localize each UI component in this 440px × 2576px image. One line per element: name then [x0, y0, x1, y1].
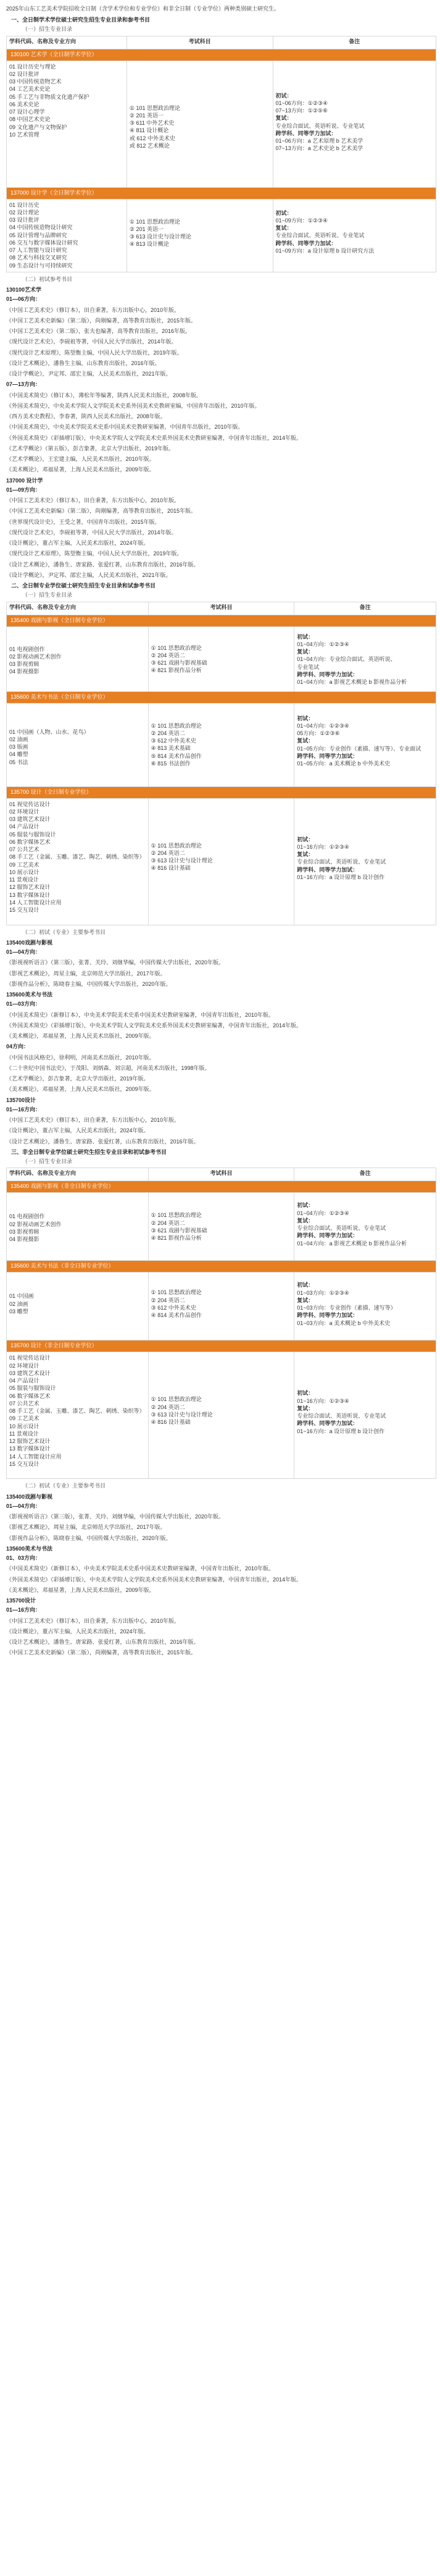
exam-item: ② 204 英语二	[151, 1219, 185, 1226]
note-item: 01~05方向：专业创作（素描、速写等）、专业面试	[297, 745, 421, 752]
direction-item: 05 书法	[9, 759, 28, 765]
category-title: 135400 戏剧与影视（非全日制专业学位）	[7, 1181, 436, 1193]
table-row	[7, 61, 436, 187]
header-notes: 备注	[294, 602, 436, 615]
note-item: 专业笔试	[297, 663, 320, 670]
note-item: 初试：	[297, 633, 314, 640]
direction-item: 08 艺术与科技交叉研究	[9, 255, 67, 261]
table-row	[7, 199, 436, 272]
directions-cell	[7, 1193, 149, 1261]
note-item: 01~04方向：①②③④	[297, 641, 349, 647]
catalog-table-3	[6, 1168, 436, 1479]
note-item: 01~16方向：①②③④	[297, 843, 349, 850]
exam-item: ③ 613 设计史与设计理论	[151, 1411, 213, 1418]
direction-heading: 01—06方向：	[6, 296, 41, 303]
header-notes: 备注	[273, 36, 436, 49]
book-entry: 《影视视听语言》（第三版），张菁、关玲、刘继华编，中国传媒大学出版社，2020年版。	[6, 959, 225, 966]
book-entry: 《中国工艺美术史新编》（第二版），尚刚编著，高等教育出版社，2015年版。	[6, 1649, 197, 1656]
section-3-title: 三、非全日制专业学位硕士研究生招生专业目录和初试参考书目	[11, 1148, 167, 1155]
major-heading: 135700设计	[6, 1096, 36, 1103]
note-item: 跨学科、同等学力加试：	[275, 240, 337, 246]
table-header-row	[7, 1168, 436, 1181]
direction-heading: 04方向：	[6, 1043, 30, 1050]
direction-item: 09 文化遗产与文物保护	[9, 124, 67, 130]
category-row	[7, 691, 436, 703]
category-row	[7, 1341, 436, 1352]
table-row	[7, 798, 436, 925]
exam-cell	[148, 626, 294, 691]
book-entry: 《中国美术简史》（修订本），薄松年等编著，陕西人民美术出版社，2008年版。	[6, 392, 202, 398]
note-item: 复试：	[297, 1297, 314, 1303]
note-item: 01~04方向：a 影视艺术概论 b 影视作品分析	[297, 1240, 407, 1247]
category-title: 130100 艺术学（全日制学术学位）	[7, 49, 436, 61]
note-item: 初试：	[297, 715, 314, 722]
exam-cell	[148, 1273, 294, 1341]
notes-cell	[294, 703, 436, 786]
direction-item: 14 人工智能设计应用	[9, 1453, 62, 1460]
exam-item: ④ 813 美术基础	[151, 745, 191, 752]
book-entry: 《艺术学概论》，王宏建主编，人民美术出版社，2010年版。	[6, 456, 155, 463]
category-row	[7, 1261, 436, 1273]
direction-item: 04 影视摄影	[9, 668, 39, 675]
directions-cell	[7, 798, 149, 925]
book-entry: 《中国工艺美术史》（修订本），田自秉著，东方出版中心，2010年版。	[6, 1617, 180, 1624]
category-title: 135700 设计（非全日制专业学位）	[7, 1341, 436, 1352]
note-item: 专业综合面试、英语听说、专业笔试	[297, 1413, 386, 1420]
directions-cell	[7, 199, 127, 272]
direction-item: 04 中国传统造物设计研究	[9, 224, 73, 231]
exam-item: ⑤ 814 美术作品创作	[151, 752, 202, 759]
major-heading: 135400戏剧与影视	[6, 939, 53, 946]
direction-item: 01 视觉传达设计	[9, 801, 51, 807]
note-item: 05方向：①②③⑥	[297, 730, 340, 737]
direction-item: 03 影视剪辑	[9, 1228, 39, 1235]
note-item: 专业综合面试、英语听说、专业笔试	[297, 859, 386, 865]
note-item: 初试：	[275, 209, 293, 216]
exam-item: ④ 816 设计基础	[151, 865, 191, 872]
direction-heading: 01—03方向：	[6, 1001, 41, 1008]
header-exam: 考试科目	[148, 1168, 294, 1181]
note-item: 跨学科、同等学力加试：	[297, 752, 359, 759]
note-item: 复试：	[297, 649, 314, 655]
book-entry: 《中国工艺美术史新编》（第二版），尚刚编著，高等教育出版社，2015年版。	[6, 317, 197, 324]
book-entry: 《美术概论》，邓福星著，上海人民美术出版社，2009年版。	[6, 1033, 155, 1040]
exam-item: ③ 621 戏剧与影视基础	[151, 1227, 207, 1234]
direction-item: 07 设计心理学	[9, 109, 45, 116]
note-item: 跨学科、同等学力加试：	[275, 130, 337, 137]
book-entry: 《影视艺术概论》，周星主编，北京师范大学出版社，2017年版。	[6, 970, 166, 977]
direction-item: 02 设计批评	[9, 70, 39, 77]
header-major: 学科代码、名称及专业方向	[7, 1168, 149, 1181]
category-title: 135700 设计（全日制专业学位）	[7, 786, 436, 798]
note-item: 01~06方向：a 艺术原理 b 艺术美学	[275, 138, 363, 145]
direction-item: 08 手工艺（金属、玉雕、漆艺、陶艺、刺绣、染织等）	[9, 1408, 145, 1415]
major-heading: 135700设计	[6, 1597, 36, 1604]
note-item: 复试：	[297, 738, 314, 744]
direction-item: 15 交互设计	[9, 907, 39, 914]
direction-item: 02 设计理论	[9, 209, 39, 216]
notes-cell	[294, 798, 436, 925]
exam-item: ① 101 思想政治理论	[129, 218, 180, 225]
direction-item: 01 设计历史	[9, 201, 39, 208]
book-entry: 《中国工艺美术史》（第二版），张夫也编著，高等教育出版社，2016年版。	[6, 328, 191, 335]
direction-item: 04 产品设计	[9, 1378, 39, 1384]
exam-cell	[148, 703, 294, 786]
catalog-table-2	[6, 602, 436, 925]
intro-paragraph: 2025年山东工艺美术学院招收全日制（含学术学位和专业学位）和非全日制（专业学位）两种类别硕士研究生。	[6, 6, 280, 12]
note-item: 初试：	[297, 1282, 314, 1289]
exam-item: ① 101 思想政治理论	[151, 1396, 202, 1403]
notes-cell	[294, 1273, 436, 1341]
note-item: 复试：	[275, 225, 293, 232]
major-heading: 137000 设计学	[6, 477, 43, 484]
direction-item: 10 展示设计	[9, 869, 39, 875]
book-entry: 《设计学概论》，尹定邦、邵宏主编，人民美术出版社，2021年版。	[6, 371, 172, 377]
book-entry: 《现代设计艺术史》，李砚祖等著，中国人民大学出版社，2014年版。	[6, 339, 177, 345]
note-item: 跨学科、同等学力加试：	[297, 1312, 359, 1319]
exam-item: ④ 821 影视作品分析	[151, 1235, 202, 1242]
direction-item: 07 公共艺术	[9, 1400, 39, 1407]
direction-item: 06 美术史论	[9, 101, 39, 107]
exam-item: ③ 613 设计史与设计理论	[151, 857, 213, 864]
direction-item: 12 服饰艺术设计	[9, 1438, 51, 1445]
note-item: 01~03方向：①②③④	[297, 1289, 349, 1296]
exam-item: ② 201 英语一	[129, 225, 164, 232]
direction-item: 04 影视摄影	[9, 1236, 39, 1243]
section-1-title: 一、全日制学术学位硕士研究生招生专业目录和参考书目	[11, 17, 151, 23]
direction-item: 06 数字媒体艺术	[9, 838, 51, 845]
category-title: 135600 美术与书法（非全日制专业学位）	[7, 1261, 436, 1273]
book-entry: 《美术概论》，邓福星著，上海人民美术出版社，2009年版。	[6, 466, 155, 473]
note-item: 复试：	[297, 1217, 314, 1224]
table-row	[7, 1273, 436, 1341]
direction-item: 05 设计管理与品牌研究	[9, 232, 67, 238]
category-title: 135400 戏剧与影视（全日制专业学位）	[7, 615, 436, 626]
exam-item: ④ 813 设计概论	[129, 241, 169, 248]
note-item: 专业综合面试、英语听说、专业笔试	[275, 232, 365, 239]
section-1-books-label: （二）初试参考书目	[22, 276, 73, 282]
exam-item: ② 204 英语二	[151, 1404, 185, 1410]
exam-cell	[148, 798, 294, 925]
header-exam: 考试科目	[148, 602, 294, 615]
note-item: 01~03方向：专业创作（素描、速写等）	[297, 1305, 396, 1311]
direction-item: 02 环境设计	[9, 1362, 39, 1369]
direction-heading: 01—04方向：	[6, 949, 41, 956]
book-entry: 《艺术学概论》（第五版），彭吉象著，北京大学出版社，2019年版。	[6, 445, 175, 452]
book-entry: 《二十世纪中国书法史》，于茂阳、刘炳森、刘宗超，河南美术出版社，1998年版。	[6, 1064, 210, 1071]
note-item: 01~06方向：①②③④	[275, 99, 328, 106]
exam-cell	[148, 1193, 294, 1261]
exam-item: ② 204 英语二	[151, 730, 185, 736]
header-notes: 备注	[294, 1168, 436, 1181]
exam-item: ② 204 英语二	[151, 652, 185, 659]
direction-item: 05 服装与服饰设计	[9, 1385, 56, 1392]
direction-item: 02 油画	[9, 1300, 28, 1307]
book-entry: 《设计艺术概论》，潘鲁生、唐家路、张爱红著，山东教育出版社，2016年版。	[6, 1639, 199, 1646]
direction-item: 07 公共艺术	[9, 846, 39, 853]
book-entry: 《中国工艺美术史》（修订本），田自秉著，东方出版中心，2010年版。	[6, 1117, 180, 1124]
direction-item: 10 展示设计	[9, 1423, 39, 1429]
direction-item: 03 建筑艺术设计	[9, 816, 51, 823]
section-1-catalog-label: （一）招生专业目录	[22, 26, 73, 33]
note-item: 01~16方向：①②③④	[297, 1397, 349, 1404]
exam-item: ③ 611 中外艺术史	[129, 120, 175, 127]
category-row	[7, 615, 436, 626]
direction-item: 11 景观设计	[9, 877, 39, 883]
direction-item: 10 艺术管理	[9, 131, 39, 138]
book-entry: 《中国美术简史》（新修订本），中央美术学院美术史系中国美术史教研室编著，中国青年出版社，2010年版。	[6, 1011, 275, 1018]
book-entry: 《设计概论》，董占军主编，人民美术出版社，2024年版。	[6, 540, 149, 547]
table-header-row	[7, 36, 436, 49]
book-entry: 《现代设计艺术原理》，陈望衡主编，中国人民大学出版社，2019年版。	[6, 349, 183, 356]
notes-cell	[294, 1352, 436, 1479]
direction-item: 08 手工艺（金属、玉雕、漆艺、陶艺、刺绣、染织等）	[9, 854, 145, 861]
note-item: 复试：	[297, 1405, 314, 1412]
direction-item: 01 电视剧创作	[9, 1213, 45, 1220]
direction-item: 09 工艺美术	[9, 861, 39, 868]
direction-item: 04 雕塑	[9, 751, 28, 758]
book-entry: 《设计艺术概论》，潘鲁生主编，山东教育出版社，2016年版。	[6, 360, 160, 366]
direction-item: 13 数字媒体设计	[9, 1446, 51, 1452]
note-item: 01~09方向：①②③④	[275, 217, 328, 224]
category-row	[7, 49, 436, 61]
direction-item: 15 交互设计	[9, 1460, 39, 1467]
book-entry: 《设计艺术概论》，潘鲁生、唐家路、张爱红著，山东教育出版社，2016年版。	[6, 1138, 199, 1145]
direction-item: 03 设计批评	[9, 217, 39, 224]
book-entry: 《中国工艺美术史》（修订本），田自秉著，东方出版中心，2010年版。	[6, 306, 180, 313]
note-item: 初试：	[297, 836, 314, 843]
exam-item: ② 204 英语二	[151, 849, 185, 856]
exam-item: ④ 814 美术作品创作	[151, 1312, 202, 1319]
note-item: 跨学科、同等学力加试：	[297, 671, 359, 678]
table-row	[7, 1352, 436, 1479]
note-item: 初试：	[275, 92, 293, 99]
note-item: 初试：	[297, 1202, 314, 1209]
book-entry: 《中国工艺美术史》（修订本），田自秉著，东方出版中心，2010年版。	[6, 497, 180, 504]
exam-item: ③ 613 设计史与设计理论	[129, 234, 191, 240]
note-item: 01~04方向：①②③④	[297, 1210, 349, 1216]
direction-heading: 01、03方向：	[6, 1555, 41, 1562]
direction-item: 12 服饰艺术设计	[9, 884, 51, 891]
table-row	[7, 703, 436, 786]
direction-heading: 01—04方向：	[6, 1502, 41, 1509]
direction-heading: 01—09方向：	[6, 486, 41, 493]
book-entry: 《美术概论》，邓福星著，上海人民美术出版社，2009年版。	[6, 1586, 155, 1593]
exam-cell	[127, 61, 273, 187]
section-2-books-label: （二）初试（专业）主要参考书目	[22, 928, 106, 935]
exam-item: ② 204 英语二	[151, 1297, 185, 1303]
exam-item: ① 101 思想政治理论	[151, 644, 202, 651]
books-list-3	[6, 1494, 436, 1657]
notes-cell	[294, 1193, 436, 1261]
direction-item: 01 视觉传达设计	[9, 1355, 51, 1362]
direction-item: 03 建筑艺术设计	[9, 1370, 51, 1376]
note-item: 01~09方向：a 设计原理 b 设计研究方法	[275, 247, 375, 254]
direction-item: 05 手工艺与非物质文化遗产保护	[9, 93, 89, 100]
header-major: 学科代码、名称及专业方向	[7, 36, 127, 49]
book-entry: 《中国书法风格史》，徐利明，河南美术出版社，2010年版。	[6, 1054, 155, 1061]
note-item: 01~05方向：a 美术概论 b 中外美术史	[297, 760, 391, 767]
table-row	[7, 1193, 436, 1261]
direction-item: 06 数字媒体艺术	[9, 1392, 51, 1399]
major-heading: 135600美术与书法	[6, 1545, 53, 1552]
books-list-1	[6, 287, 436, 579]
book-entry: 《艺术学概论》，彭吉象著，北京大学出版社，2019年版。	[6, 1075, 149, 1082]
direction-item: 01 中国画	[9, 1293, 34, 1300]
directions-cell	[7, 626, 149, 691]
direction-item: 03 影视剪辑	[9, 661, 39, 668]
direction-item: 06 交互与数字媒体设计研究	[9, 239, 78, 246]
book-entry: 《影视视听语言》（第三版），张菁、关玲、刘继华编，中国传媒大学出版社，2020年版。	[6, 1513, 225, 1520]
exam-item: ④ 811 设计概论	[129, 127, 169, 134]
direction-item: 14 人工智能设计应用	[9, 899, 62, 906]
direction-item: 03 版画	[9, 744, 28, 751]
directions-cell	[7, 1352, 149, 1479]
exam-item: ③ 621 戏剧与影视基础	[151, 660, 207, 667]
note-item: 跨学科、同等学力加试：	[297, 1232, 359, 1239]
exam-item: ① 101 思想政治理论	[151, 1289, 202, 1296]
direction-item: 01 设计历史与理论	[9, 63, 56, 70]
exam-item: 或 812 艺术概论	[129, 142, 170, 149]
direction-item: 02 影视动画艺术创作	[9, 653, 62, 660]
note-item: 跨学科、同等学力加试：	[297, 866, 359, 873]
direction-item: 03 中国传统造物艺术	[9, 78, 62, 85]
direction-heading: 01—16方向：	[6, 1106, 41, 1113]
book-entry: 《设计艺术概论》，潘鲁生、唐家路、张爱红著，山东教育出版社，2016年版。	[6, 561, 199, 568]
book-entry: 《中国美术简史》，中央美术学院美术史系中国美术史教研室编著，中国青年出版社，2010年版。	[6, 424, 244, 431]
section-3-catalog-label: （一）招生专业目录	[22, 1158, 73, 1165]
book-entry: 《设计概论》，董占军主编，人民美术出版社，2024年版。	[6, 1127, 149, 1134]
book-entry: 《影视艺术概论》，周星主编，北京师范大学出版社，2017年版。	[6, 1524, 166, 1531]
book-entry: 《西方美术史教程》，李春著，陕西人民美术出版社，2008年版。	[6, 413, 166, 420]
exam-item: ⑥ 815 书法创作	[151, 760, 191, 767]
exam-cell	[148, 1352, 294, 1479]
category-row	[7, 1181, 436, 1193]
direction-item: 02 环境设计	[9, 808, 39, 815]
notes-cell	[294, 626, 436, 691]
category-title: 135600 美术与书法（全日制专业学位）	[7, 691, 436, 703]
exam-item: ③ 612 中外美术史	[151, 1304, 196, 1311]
header-major: 学科代码、名称及专业方向	[7, 602, 149, 615]
note-item: 01~04方向：a 影视艺术概论 b 影视作品分析	[297, 679, 407, 686]
book-entry: 《现代设计艺术史》，李砚祖等著，中国人民大学出版社，2014年版。	[6, 529, 177, 536]
direction-heading: 01—16方向：	[6, 1607, 41, 1614]
catalog-table-1	[6, 36, 436, 272]
book-entry: 《外国美术简史》（彩插增订版），中央美术学院人文学院美术史系外国美术史教研室编著，中国青年出版社，2014年版。	[6, 1576, 302, 1583]
exam-item: ③ 612 中外美术史	[151, 738, 196, 744]
note-item: 跨学科、同等学力加试：	[297, 1420, 359, 1427]
note-item: 专业综合面试、英语听说、专业笔试	[275, 122, 365, 129]
note-item: 01~16方向：a 设计原理 b 设计创作	[297, 873, 385, 880]
direction-item: 09 生态设计与可持续研究	[9, 262, 73, 269]
direction-item: 07 人工智能与设计研究	[9, 247, 67, 254]
exam-item: ① 101 思想政治理论	[151, 1212, 202, 1219]
note-item: 07~13方向：①②⑤⑥	[275, 107, 328, 114]
direction-item: 13 数字媒体设计	[9, 891, 51, 898]
exam-item: ① 101 思想政治理论	[129, 104, 180, 111]
exam-cell	[127, 199, 273, 272]
note-item: 专业综合面试、英语听说、专业笔试	[297, 1225, 386, 1232]
book-entry: 《设计学概论》，尹定邦、邵宏主编，人民美术出版社，2021年版。	[6, 571, 172, 578]
directions-cell	[7, 61, 127, 187]
book-entry: 《外国美术简史》，中央美术学院人文学院美术史系外国美术史教研室编，中国青年出版社，2010年版。	[6, 402, 260, 409]
section-3-books-label: （二）初试（专业）主要参考书目	[22, 1483, 106, 1489]
note-item: 01~16方向：a 设计原理 b 设计创作	[297, 1428, 385, 1434]
directions-cell	[7, 703, 149, 786]
direction-item: 01 电视剧创作	[9, 646, 45, 652]
note-item: 初试：	[297, 1390, 314, 1397]
exam-item: ① 101 思想政治理论	[151, 842, 202, 849]
direction-item: 11 景观设计	[9, 1430, 39, 1437]
book-entry: 《现代设计艺术原理》，陈望衡主编，中国人民大学出版社，2019年版。	[6, 550, 183, 557]
notes-cell	[273, 199, 436, 272]
exam-item: ② 201 英语一	[129, 112, 164, 119]
major-heading: 130100艺术学	[6, 287, 42, 293]
book-entry: 《中国美术简史》（新修订本），中央美术学院美术史系中国美术史教研室编著，中国青年出版社，2010年版。	[6, 1565, 275, 1572]
direction-item: 05 服装与服饰设计	[9, 831, 56, 838]
note-item: 复试：	[297, 851, 314, 858]
exam-item: ④ 816 设计基础	[151, 1419, 191, 1426]
category-row	[7, 786, 436, 798]
direction-item: 04 产品设计	[9, 823, 39, 830]
book-entry: 《世界现代设计史》，王受之著，中国青年出版社，2015年版。	[6, 518, 160, 525]
direction-item: 09 工艺美术	[9, 1415, 39, 1422]
major-heading: 135400戏剧与影视	[6, 1493, 53, 1500]
direction-item: 03 雕塑	[9, 1308, 28, 1315]
book-entry: 《设计概论》，董占军主编，人民美术出版社，2024年版。	[6, 1628, 149, 1635]
direction-item: 02 油画	[9, 736, 28, 743]
section-2-catalog-label: （一）招生专业目录	[22, 592, 73, 599]
note-item: 复试：	[275, 115, 293, 122]
exam-item: ① 101 思想政治理论	[151, 722, 202, 729]
table-row	[7, 626, 436, 691]
direction-item: 08 中国艺术史论	[9, 116, 51, 123]
direction-heading: 07—13方向：	[6, 381, 41, 388]
directions-cell	[7, 1273, 149, 1341]
note-item: 01~03方向：a 美术概论 b 中外美术史	[297, 1320, 391, 1326]
book-entry: 《中国工艺美术史新编》（第二版），尚刚编著，高等教育出版社，2015年版。	[6, 508, 197, 515]
book-entry: 《影视作品分析》，陈晓春主编，中国传媒大学出版社，2020年版。	[6, 1534, 172, 1541]
header-exam: 考试科目	[127, 36, 273, 49]
note-item: 01~04方向：①②③④	[297, 722, 349, 729]
books-list-2	[6, 940, 436, 1145]
major-heading: 135600美术与书法	[6, 991, 53, 998]
exam-item: 或 612 中外美术史	[129, 135, 175, 141]
note-item: 07~13方向：a 艺术史论 b 艺术美学	[275, 145, 363, 152]
book-entry: 《美术概论》，邓福星著，上海人民美术出版社，2009年版。	[6, 1086, 155, 1093]
table-header-row	[7, 602, 436, 615]
category-title: 137000 设计学（全日制学术学位）	[7, 187, 436, 199]
notes-cell	[273, 61, 436, 187]
book-entry: 《影视作品分析》，陈晓春主编，中国传媒大学出版社，2020年版。	[6, 980, 172, 987]
section-2-title: 二、全日制专业学位硕士研究生招生专业目录和试参考书目	[11, 583, 156, 589]
direction-item: 01 中国画（人物、山水、花鸟）	[9, 728, 89, 735]
exam-item: ④ 821 影视作品分析	[151, 667, 202, 674]
category-row	[7, 187, 436, 199]
book-entry: 《外国美术简史》（彩插增订版），中央美术学院人文学院美术史系外国美术史教研室编著，中国青年出版社，2014年版。	[6, 1022, 302, 1029]
note-item: 01~04方向：专业综合面试、英语听说、	[297, 656, 396, 663]
direction-item: 02 影视动画艺术创作	[9, 1221, 62, 1227]
direction-item: 04 工艺美术史论	[9, 86, 51, 93]
book-entry: 《外国美术简史》（彩插增订版），中央美术学院人文学院美术史系外国美术史教研室编著，中国青年出版社，2014年版。	[6, 434, 302, 441]
